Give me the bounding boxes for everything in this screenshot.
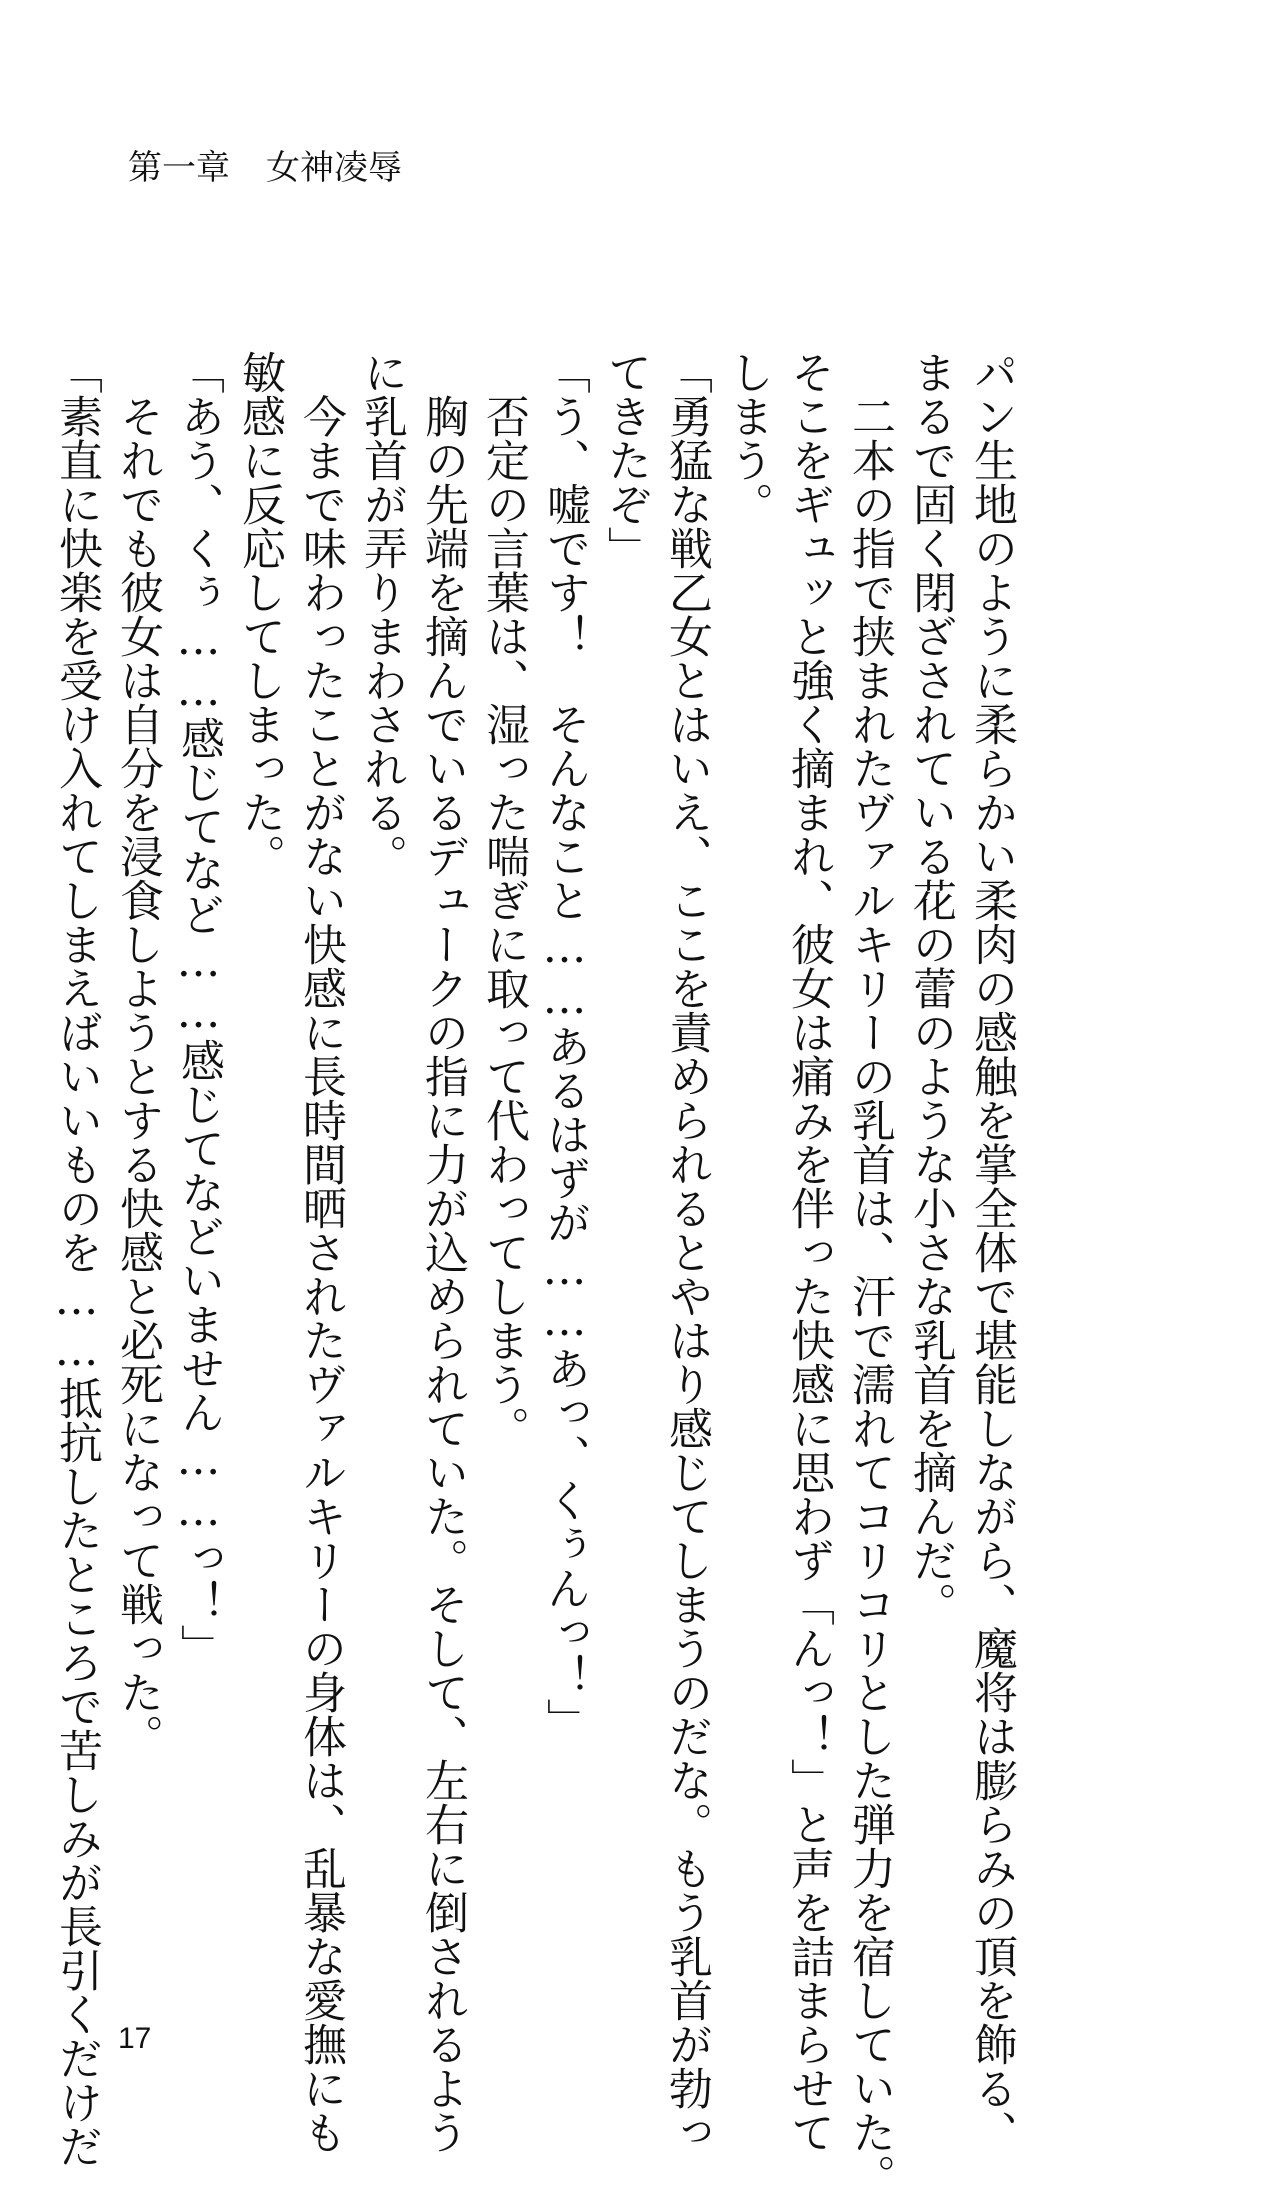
text-line: に乳首が弄りまわされる。 [356,350,407,878]
text-line: 否定の言葉は、湿った喘ぎに取って代わってしまう。 [478,350,529,1450]
chapter-title: 女神凌辱 [266,148,402,188]
text-line: パン生地のように柔らかい柔肉の感触を掌全体で堪能しながら、魔将は膨らみの頂を飾る、 [966,350,1017,2154]
text-line: 敏感に反応してしまった。 [234,350,285,878]
page-number: 17 [118,2022,152,2055]
text-line: 二本の指で挟まれたヴァルキリーの乳首は、汗で濡れてコリコリとした弾力を宿していた。 [844,350,895,2198]
text-line: 「う、嘘です！ そんなこと……あるはずが……あっ、くぅんっ！」 [539,350,590,1742]
text-line: 「素直に快楽を受け入れてしまえばいいものを……抵抗したところで苦しみが長引くだけだ [51,350,102,2168]
text-line: 「勇猛な戦乙女とはいえ、ここを責められるとやはり感じてしまうのだな。もう乳首が勃っ [661,350,712,2154]
text-line: 今まで味わったことがない快感に長時間晒されたヴァルキリーの身体は、乱暴な愛撫にも [295,350,346,2154]
text-line: しまう。 [722,350,773,526]
text-line: そこをギュッと強く摘まれ、彼女は痛みを伴った快感に思わず「んっ！」と声を詰まらせて [783,350,834,2154]
text-line: 「あう、くぅ……感じてなど……感じてなどいません……っ！」 [173,350,224,1668]
chapter-label: 第一章 [128,148,230,188]
text-line: それでも彼女は自分を浸食しようとする快感と必死になって戦った。 [112,350,163,1758]
text-line: 胸の先端を摘んでいるデュークの指に力が込められていた。そして、左右に倒されるよう [417,350,468,2154]
running-head [128,140,402,189]
text-line: まるで固く閉ざされている花の蕾のような小さな乳首を摘んだ。 [905,350,956,1626]
text-line: てきたぞ」 [600,350,651,570]
